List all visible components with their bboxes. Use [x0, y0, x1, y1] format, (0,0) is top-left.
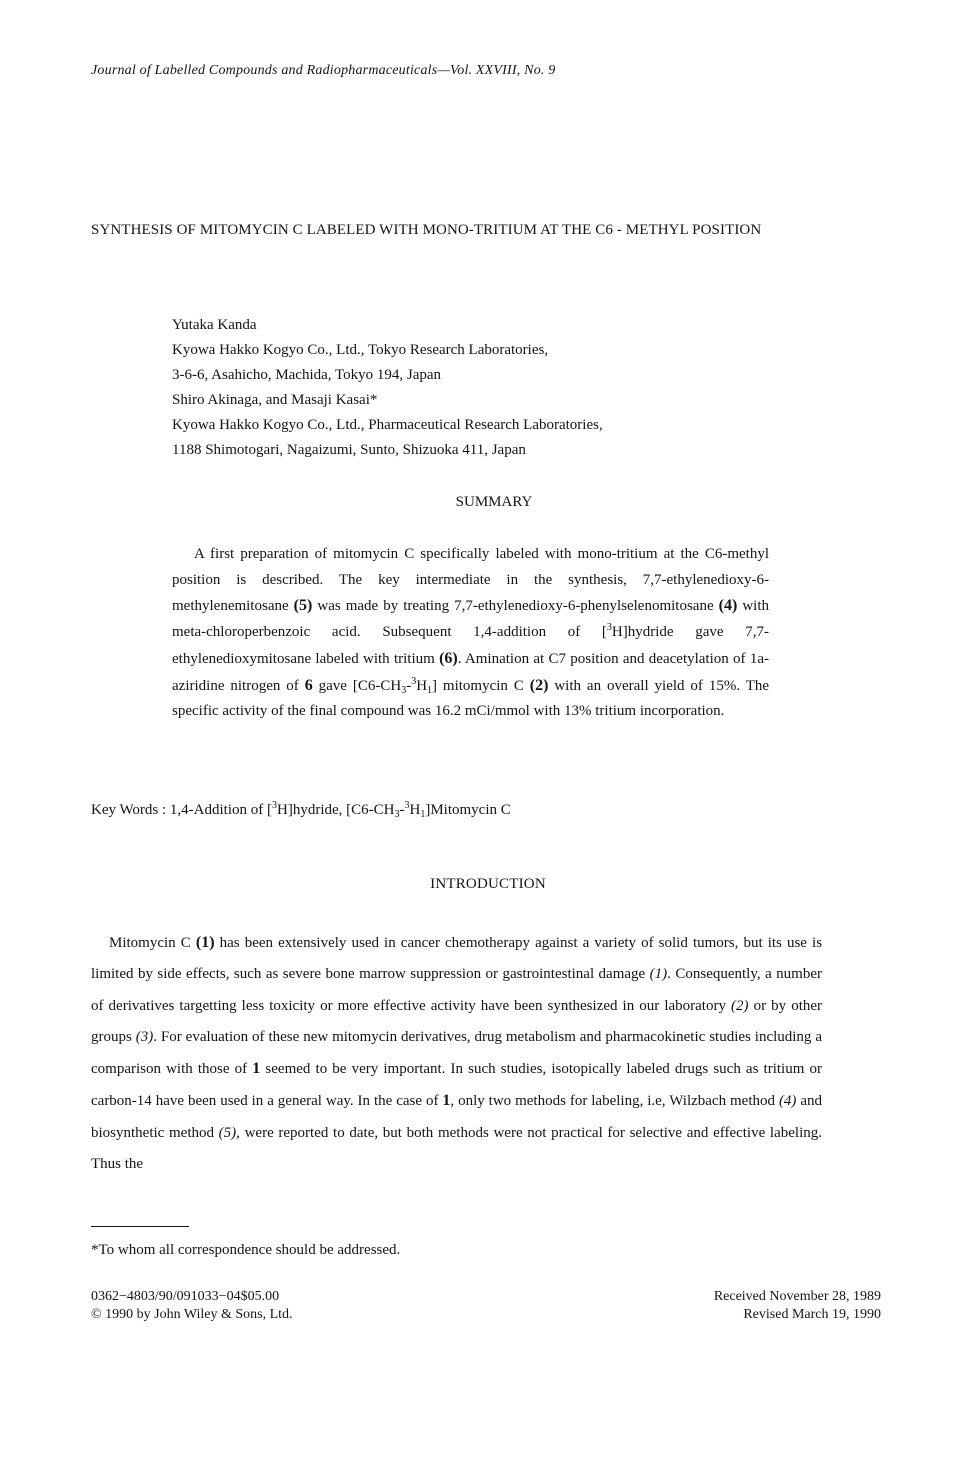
reference: (3) [135, 1028, 154, 1045]
author-block [172, 313, 603, 463]
keywords-text: ]Mitomycin C [425, 802, 511, 818]
intro-text: , only two methods for labeling, i.e, Wilzbach method [450, 1093, 775, 1110]
intro-text: . Consequently, a number of derivatives targetting less toxicity or more effective activity have been synthesized in our laboratory [91, 966, 822, 1014]
keywords-text: Key Words : 1,4-Addition of [ [91, 802, 272, 818]
correspondence-footnote: *To whom all correspondence should be addressed. [91, 1242, 401, 1258]
summary-text: with an overall yield of 15%. The specific activity of the final compound was 16.2 mCi/mmol with 13% tritium incorporation. [172, 677, 770, 720]
reference: (4) [778, 1093, 797, 1110]
manuscript-dates [714, 1288, 881, 1324]
affiliation-line: Kyowa Hakko Kogyo Co., Ltd., Tokyo Research Laboratories, [172, 342, 549, 358]
compound-number: (2) [529, 676, 549, 694]
summary-text: H]hydride gave 7,7-ethylenedioxymitosane labeled with tritium [172, 624, 769, 667]
keywords-text: H]hydride, [C6-CH [277, 802, 395, 818]
superscript: 3 [272, 800, 277, 811]
summary-text: with meta-chloroperbenzoic acid. Subsequent 1,4-addition of [ [172, 598, 770, 641]
compound-number: (6) [439, 649, 458, 667]
affiliation-address: 1188 Shimotogari, Nagaizumi, Sunto, Shizuoka 411, Japan [172, 442, 526, 458]
summary-text: . Amination at C7 position and deacetylation of 1a-aziridine nitrogen of [172, 650, 769, 694]
reference: (2) [731, 997, 749, 1014]
publication-info [91, 1288, 293, 1324]
intro-text: or by other groups [91, 997, 823, 1045]
summary-text: was made by treating 7,7-ethylenedioxy-6-phenylselenomitosane [317, 598, 714, 615]
summary-text: - [406, 677, 412, 694]
summary-text: H [416, 677, 428, 694]
author-name: Yutaka Kanda [172, 317, 257, 333]
compound-number: 1 [442, 1092, 451, 1110]
subscript: 3 [401, 684, 407, 696]
intro-text: seemed to be very important. In such studies, isotopically labeled drugs such as tritium or carbon-14 have been used in a general way. In the case of [91, 1061, 822, 1110]
subscript: 1 [427, 684, 433, 696]
compound-number: (5) [293, 597, 313, 615]
reference: (1) [649, 966, 668, 983]
compound-number: 6 [304, 676, 313, 694]
issn-code: 0362−4803/90/091033−04$05.00 [91, 1289, 280, 1304]
superscript: 3 [404, 800, 410, 811]
superscript: 3 [411, 675, 417, 687]
summary-text: ] mitomycin C [432, 677, 524, 694]
affiliation-address: 3-6-6, Asahicho, Machida, Tokyo 194, Japan [172, 367, 442, 383]
footnote-divider [91, 1226, 189, 1227]
subscript: 3 [394, 809, 400, 820]
copyright-line: © 1990 by John Wiley & Sons, Ltd. [91, 1307, 293, 1322]
summary-text: A first preparation of mitomycin C specifically labeled with mono-tritium at the C6-methyl position is described. The key intermediate in the synthesis, 7,7-ethylenedioxy-6-methylenemitosane [172, 546, 769, 615]
keywords-text: - [399, 802, 405, 818]
intro-text: and biosynthetic method [91, 1093, 823, 1141]
intro-text: Mitomycin C [109, 935, 191, 951]
superscript: 3 [606, 622, 612, 634]
summary-paragraph [172, 542, 769, 725]
compound-number: (1) [195, 934, 215, 951]
introduction-paragraph [91, 927, 822, 1180]
article-title: SYNTHESIS OF MITOMYCIN C LABELED WITH MONO-TRITIUM AT THE C6 - METHYL POSITION [91, 222, 762, 238]
affiliation-line: Kyowa Hakko Kogyo Co., Ltd., Pharmaceutical Research Laboratories, [172, 417, 603, 433]
revised-date: Revised March 19, 1990 [743, 1307, 881, 1322]
author-name: Shiro Akinaga, and Masaji Kasai* [172, 392, 378, 408]
keywords-text: H [409, 802, 421, 818]
key-words [91, 802, 511, 819]
reference: (5) [218, 1124, 237, 1141]
summary-heading: SUMMARY [455, 494, 533, 510]
received-date: Received November 28, 1989 [713, 1289, 881, 1304]
journal-header: Journal of Labelled Compounds and Radiopharmaceuticals—Vol. XXVIII, No. 9 [91, 63, 556, 78]
compound-number: (4) [718, 597, 738, 615]
intro-text: , were reported to date, but both methods were not practical for selective and effective labeling. Thus the [91, 1124, 822, 1173]
intro-text: has been extensively used in cancer chemotherapy against a variety of solid tumors, but its use is limited by side effects, such as severe bone marrow suppression or gastrointestinal damage [91, 935, 823, 983]
intro-text: . For evaluation of these new mitomycin derivatives, drug metabolism and pharmacokinetic studies including a comparison with those of [91, 1028, 823, 1078]
subscript: 1 [420, 809, 426, 820]
summary-text: gave [C6-CH [318, 677, 402, 694]
introduction-heading: INTRODUCTION [430, 876, 546, 892]
compound-number: 1 [252, 1060, 261, 1078]
